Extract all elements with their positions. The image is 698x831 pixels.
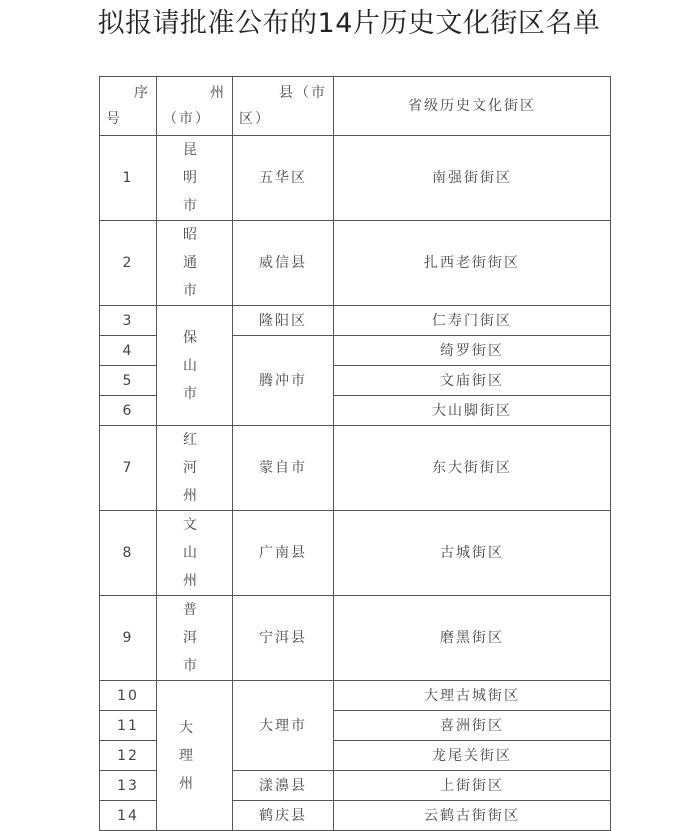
prefecture-text: 文山州 xyxy=(183,517,205,589)
row-district: 文庙街区 xyxy=(334,366,611,396)
row-district: 龙尾关街区 xyxy=(334,741,611,771)
row-no: 11 xyxy=(100,711,157,741)
row-no: 14 xyxy=(100,801,157,831)
prefecture-text: 大理州 xyxy=(179,719,201,792)
table-row xyxy=(100,426,611,511)
row-no: 13 xyxy=(100,771,157,801)
row-county: 威信县 xyxy=(233,221,334,306)
header-no xyxy=(100,77,157,136)
row-prefecture xyxy=(157,426,233,511)
row-district: 扎西老街街区 xyxy=(334,221,611,306)
prefecture-text: 红河州 xyxy=(183,432,205,504)
prefecture-text: 昆明市 xyxy=(183,142,205,214)
header-prefecture-top: 州 xyxy=(210,85,226,101)
header-county-top: 县（市 xyxy=(279,85,327,101)
row-no: 12 xyxy=(100,741,157,771)
row-district: 云鹤古街街区 xyxy=(334,801,611,831)
row-district: 大理古城街区 xyxy=(334,681,611,711)
row-district: 古城街区 xyxy=(334,511,611,596)
row-no: 2 xyxy=(100,221,157,306)
row-no: 8 xyxy=(100,511,157,596)
row-county: 大理市 xyxy=(233,681,334,771)
row-prefecture xyxy=(157,596,233,681)
table-row xyxy=(100,681,611,711)
page-title: 拟报请批准公布的14片历史文化街区名单 xyxy=(97,8,601,39)
row-district: 绮罗街区 xyxy=(334,336,611,366)
row-county: 蒙自市 xyxy=(233,426,334,511)
row-prefecture xyxy=(157,136,233,221)
row-county: 五华区 xyxy=(233,136,334,221)
header-district: 省级历史文化街区 xyxy=(334,77,611,136)
header-county-bottom: 区） xyxy=(239,111,271,127)
prefecture-text: 昭通市 xyxy=(183,227,205,299)
row-no: 6 xyxy=(100,396,157,426)
row-prefecture xyxy=(157,681,233,831)
table-header-row xyxy=(100,77,611,136)
table-row xyxy=(100,511,611,596)
table-row xyxy=(100,221,611,306)
prefecture-text: 保山市 xyxy=(183,329,205,402)
prefecture-text: 普洱市 xyxy=(183,602,205,674)
header-prefecture-bottom: （市） xyxy=(163,111,211,127)
row-no: 3 xyxy=(100,306,157,336)
row-no: 7 xyxy=(100,426,157,511)
row-district: 南强街街区 xyxy=(334,136,611,221)
row-no: 9 xyxy=(100,596,157,681)
row-prefecture xyxy=(157,511,233,596)
row-district: 喜洲街区 xyxy=(334,711,611,741)
table-row xyxy=(100,136,611,221)
row-prefecture xyxy=(157,306,233,426)
row-district: 上街街区 xyxy=(334,771,611,801)
header-county xyxy=(233,77,334,136)
row-district: 大山脚街区 xyxy=(334,396,611,426)
header-no-bottom: 号 xyxy=(106,111,122,127)
row-county: 漾濞县 xyxy=(233,771,334,801)
table-row xyxy=(100,596,611,681)
districts-table xyxy=(99,76,611,831)
row-district: 东大街街区 xyxy=(334,426,611,511)
row-county: 宁洱县 xyxy=(233,596,334,681)
row-district: 仁寿门街区 xyxy=(334,306,611,336)
row-county: 隆阳区 xyxy=(233,306,334,336)
table-row xyxy=(100,306,611,336)
row-prefecture xyxy=(157,221,233,306)
row-county: 鹤庆县 xyxy=(233,801,334,831)
header-no-top: 序 xyxy=(134,85,150,101)
row-no: 4 xyxy=(100,336,157,366)
row-no: 10 xyxy=(100,681,157,711)
row-no: 5 xyxy=(100,366,157,396)
row-no: 1 xyxy=(100,136,157,221)
header-prefecture xyxy=(157,77,233,136)
row-district: 磨黑街区 xyxy=(334,596,611,681)
row-county: 广南县 xyxy=(233,511,334,596)
row-county: 腾冲市 xyxy=(233,336,334,426)
